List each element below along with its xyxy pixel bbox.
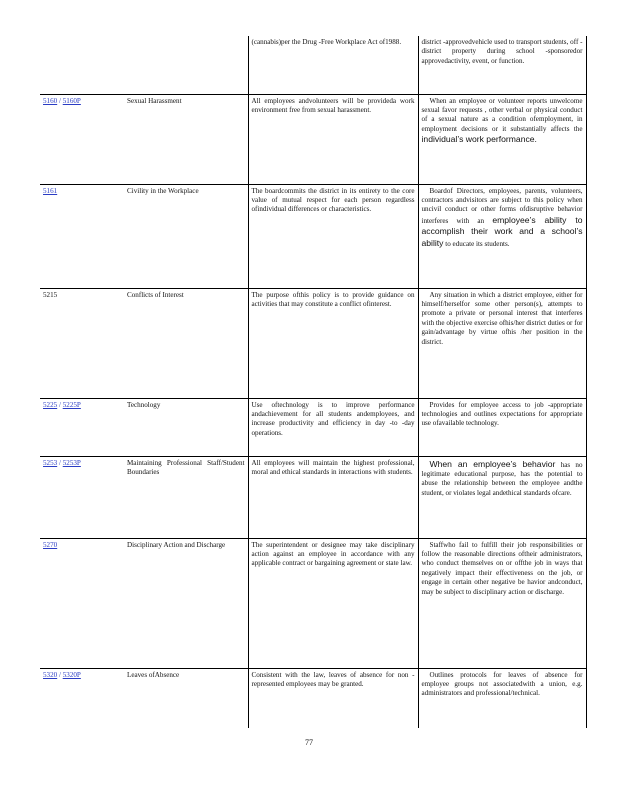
table-row: [40, 398, 586, 456]
policy-purpose-cell: Use oftechnology is to improve performance andachievement for all students andemployees, and increase productivity and efficiency in day -to -day operations.: [248, 398, 418, 456]
policy-title-cell: Technology: [124, 398, 248, 456]
policy-title-cell: Civility in the Workplace: [124, 184, 248, 288]
policy-purpose-cell: The purpose ofthis policy is to provide guidance on activities that may constitute a conflict ofinterest.: [248, 288, 418, 398]
policy-link-5253[interactable]: 5253: [43, 458, 58, 467]
policy-examples-cell: district -approvedvehicle used to transport students, off -district property during school -sponsoredor approvedactivity, event, or function.: [418, 36, 586, 94]
policy-examples-cell: Boardof Directors, employees, parents, volunteers, contractors andvisitors are subject to this policy when uncivil conduct or other forms ofdisruptive behavior interferes with an employee’s ability to accomplish their work and a school’s ability to educate its students.: [418, 184, 586, 288]
policy-title-cell: Leaves ofAbsence: [124, 668, 248, 728]
policy-link-5253p[interactable]: 5253P: [62, 458, 81, 467]
table-row: [40, 184, 586, 288]
policy-number-cell: [40, 36, 124, 94]
policy-number-cell: 5225 / 5225P: [40, 398, 124, 456]
policy-link-5225[interactable]: 5225: [43, 400, 58, 409]
policy-number-cell: 5215: [40, 288, 124, 398]
policy-number-cell: [40, 538, 124, 668]
policy-link-5161[interactable]: 5161: [43, 186, 58, 195]
policy-number-cell: 5320 / 5320P: [40, 668, 124, 728]
page-number: 77: [305, 738, 313, 747]
policy-purpose-cell: The boardcommits the district in its entirety to the core value of mutual respect for each person regardless ofindividual differences or characteristics.: [248, 184, 418, 288]
policy-link-5160p[interactable]: 5160P: [62, 96, 81, 105]
policy-title-cell: Sexual Harassment: [124, 94, 248, 184]
policy-examples-cell: When an employee’s behavior has no legitimate educational purpose, has the potential to abuse the relationship between the employee andthe student, or violates legal andethical standards ofcare.: [418, 456, 586, 538]
policy-examples-cell: When an employee or volunteer reports unwelcome sexual favor requests , other verbal or physical conduct of a sexual nature as a condition ofemployment, in employment decisions or it substantially affects the individual’s work performance.: [418, 94, 586, 184]
policy-link-5320[interactable]: 5320: [43, 670, 58, 679]
policy-purpose-cell: All employees andvolunteers will be provideda work environment free from sexual harassment.: [248, 94, 418, 184]
table-row: [40, 456, 586, 538]
policy-title-cell: [124, 36, 248, 94]
policy-purpose-cell: All employees will maintain the highest professional, moral and ethical standards in interactions with students.: [248, 456, 418, 538]
policy-number-cell: 5160 / 5160P: [40, 94, 124, 184]
policy-link-5225p[interactable]: 5225P: [62, 400, 81, 409]
policy-link-5270[interactable]: 5270: [43, 540, 58, 549]
policy-examples-cell: Staffwho fail to fulfill their job responsibilities or follow the reasonable directions oftheir administrators, who conduct themselves on or offthe job in ways that negatively impact their effectiveness on the job, or engage in certain other negative be havior andconduct, may be subject to disciplinary action or discharge.: [418, 538, 586, 668]
table-row: [40, 538, 586, 668]
policy-number-cell: 5253 / 5253P: [40, 456, 124, 538]
policy-title-cell: Maintaining Professional Staff/Student Boundaries: [124, 456, 248, 538]
policy-purpose-cell: (cannabis)per the Drug -Free Workplace Act of1988.: [248, 36, 418, 94]
table-row: [40, 288, 586, 398]
policy-number-cell: [40, 184, 124, 288]
table-row: [40, 668, 586, 728]
table-row: [40, 94, 586, 184]
policy-table: [40, 36, 587, 728]
policy-examples-cell: Outlines protocols for leaves of absence for employee groups not associatedwith a union, e.g. administrators and professional/technical.: [418, 668, 586, 728]
policy-title-cell: Disciplinary Action and Discharge: [124, 538, 248, 668]
policy-title-cell: Conflicts of Interest: [124, 288, 248, 398]
policy-examples-cell: Any situation in which a district employee, either for himself/herselfor some other person(s), attempts to promote a private or personal interest that interferes with the objective exercise ofhis/her district duties or for gain/advantage by virtue ofhis /her position in the district.: [418, 288, 586, 398]
policy-purpose-cell: The superintendent or designee may take disciplinary action against an employee in accordance with any applicable contract or bargaining agreement or state law.: [248, 538, 418, 668]
policy-examples-cell: Provides for employee access to job -appropriate technologies and outlines expectations for appropriate use ofavailable technology.: [418, 398, 586, 456]
table-row: [40, 36, 586, 94]
policy-link-5320p[interactable]: 5320P: [62, 670, 81, 679]
policy-link-5160[interactable]: 5160: [43, 96, 58, 105]
policy-purpose-cell: Consistent with the law, leaves of absence for non -represented employees may be granted.: [248, 668, 418, 728]
